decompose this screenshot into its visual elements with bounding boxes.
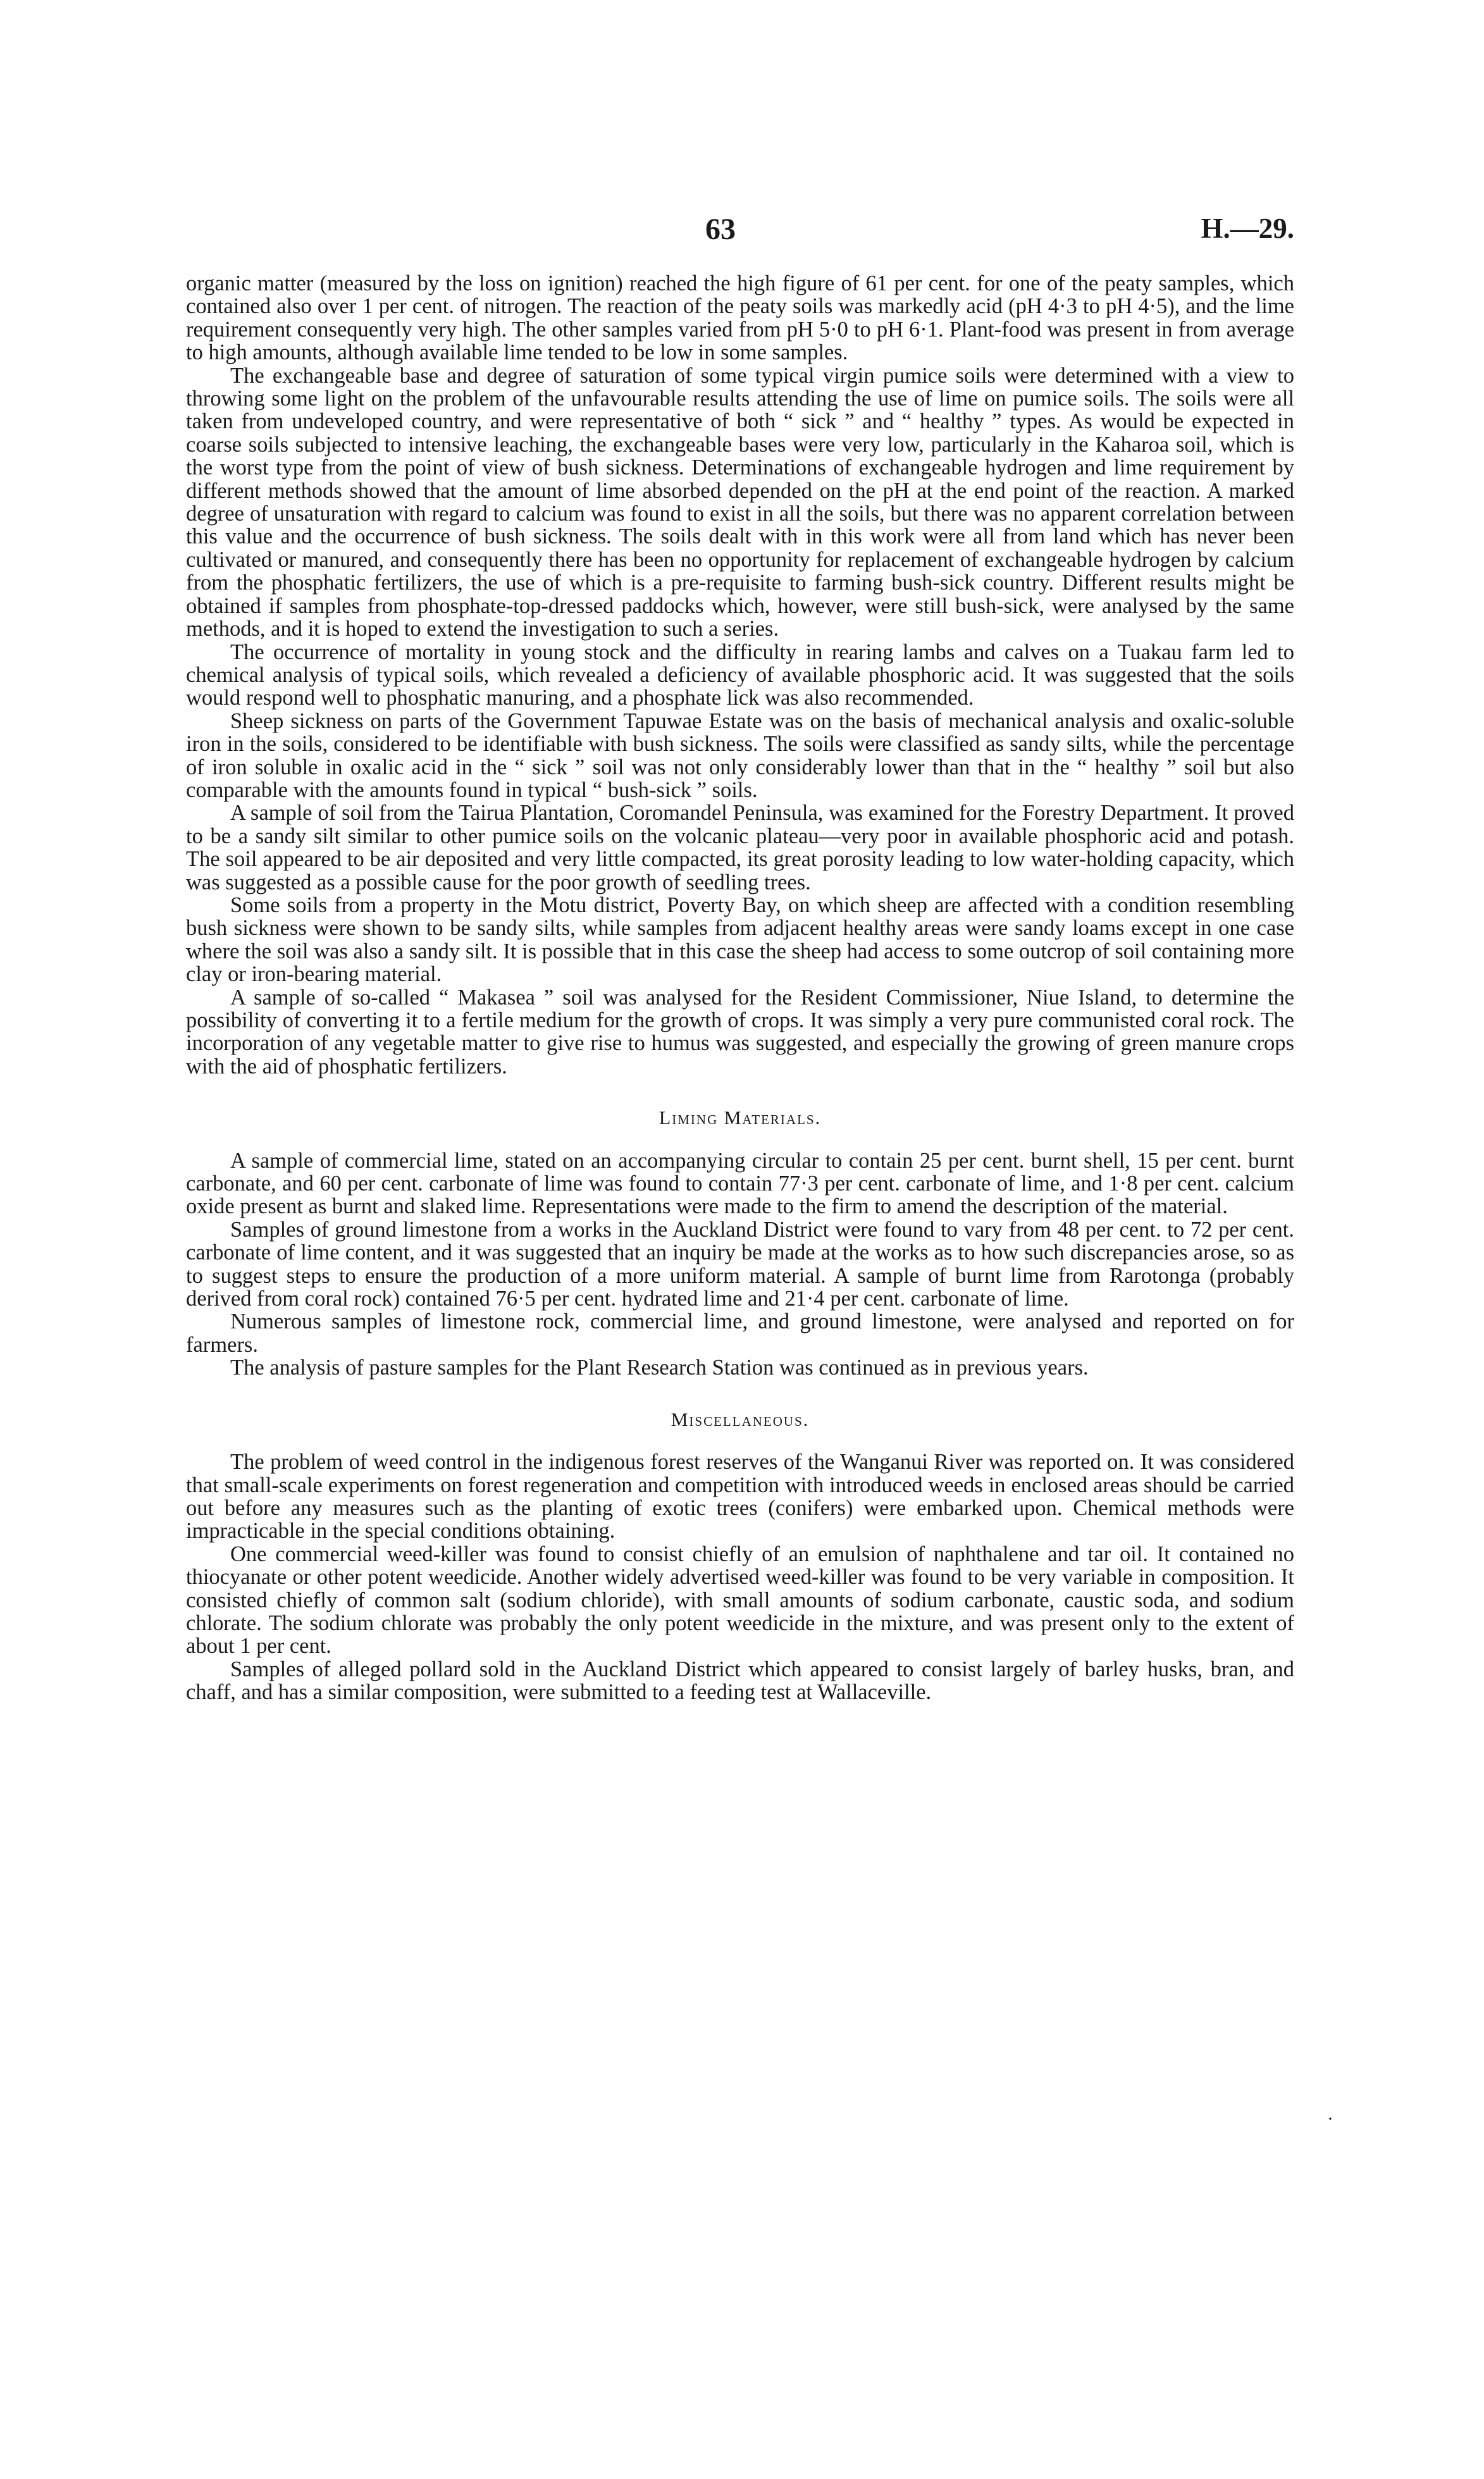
paragraph-weed-killer: One commercial weed-killer was found to consist chiefly of an emulsion of naphthalene and tar oil. It contained no thiocyanate or other potent weedicide. Another widely advertised weed-killer was found to be very variable in composition. It consisted chiefly of common salt (sodium chloride), with small amounts of sodium carbonate, caustic soda, and sodium chlorate. The sodium chlorate was probably the only potent weedicide in the mixture, and was present only to the extent of about 1 per cent. — [186, 1542, 1294, 1659]
paragraph-makasea-soil: A sample of so-called “ Makasea ” soil was analysed for the Resident Commissioner, Niue Island, to determine the possibility of converting it to a fertile medium for the growth of crops. It was simply a very pure communisted coral rock. The incorporation of any vegetable matter to give rise to humus was suggested, and especially the growing of green manure crops with the aid of phosphatic fertilizers. — [186, 985, 1294, 1079]
stray-mark-dot: · — [1327, 2108, 1333, 2129]
section-heading-miscellaneous: Miscellaneous. — [671, 1409, 810, 1430]
page-number: 63 — [705, 213, 736, 246]
paragraph-tairua-plantation: A sample of soil from the Tairua Plantation, Coromandel Peninsula, was examined for the Forestry Department. It proved to be a sandy silt similar to other pumice soils on the volcanic plateau—very poor in available phosphoric acid and potash. The soil appeared to be air deposited and very little compacted, its great porosity leading to low water-holding capacity, which was suggested as a possible cause for the poor growth of seedling trees. — [186, 801, 1294, 894]
paragraph-limestone-samples: Numerous samples of limestone rock, commercial lime, and ground limestone, were analysed and reported on for farmers. — [186, 1309, 1294, 1357]
paragraph-tuakau-farm: The occurrence of mortality in young stock and the difficulty in rearing lambs and calves on a Tuakau farm led to chemical analysis of typical soils, which revealed a deficiency of available phosphoric acid. It was suggested that the soils would respond well to phosphatic manuring, and a phosphate lick was also recommended. — [186, 640, 1294, 710]
paragraph-commercial-lime: A sample of commercial lime, stated on an accompanying circular to contain 25 per cent. burnt shell, 15 per cent. burnt carbonate, and 60 per cent. carbonate of lime was found to contain 77·3 per cent. carbonate of lime, and 1·8 per cent. calcium oxide present as burnt and slaked lime. Representations were made to the firm to amend the description of the material. — [186, 1148, 1294, 1219]
paragraph-motu-district: Some soils from a property in the Motu district, Poverty Bay, on which sheep are affected with a condition resembling bush sickness were shown to be sandy silts, while samples from adjacent healthy areas were sandy loams except in one case where the soil was also a sandy silt. It is possible that in this case the sheep had access to some outcrop of soil containing more clay or iron-bearing material. — [186, 893, 1294, 987]
paragraph-weed-control: The problem of weed control in the indigenous forest reserves of the Wanganui River was reported on. It was considered that small-scale experiments on forest regeneration and competition with introduced weeds in enclosed areas should be carried out before any measures such as the planting of exotic trees (conifers) were embarked upon. Chemical methods were impracticable in the special conditions obtaining. — [186, 1450, 1294, 1543]
paragraph-pasture-samples: The analysis of pasture samples for the Plant Research Station was continued as in previous years. — [230, 1356, 1089, 1380]
paragraph-ground-limestone: Samples of ground limestone from a works in the Auckland District were found to vary from 48 per cent. to 72 per cent. carbonate of lime content, and it was suggested that an inquiry be made at the works as to how such discrepancies arose, so as to suggest steps to ensure the production of a more uniform material. A sample of burnt lime from Rarotonga (probably derived from coral rock) contained 76·5 per cent. hydrated lime and 21·4 per cent. carbonate of lime. — [186, 1217, 1294, 1311]
continuation-paragraph: organic matter (measured by the loss on ignition) reached the high figure of 61 per cent. for one of the peaty samples, which contained also over 1 per cent. of nitrogen. The reaction of the peaty soils was markedly acid (pH 4·3 to pH 4·5), and the lime requirement consequently very high. The other samples varied from pH 5·0 to pH 6·1. Plant-food was present in from average to high amounts, although available lime tended to be low in some samples. — [186, 271, 1294, 365]
page-body — [186, 272, 1294, 1704]
paragraph-pollard-samples: Samples of alleged pollard sold in the Auckland District which appeared to consist largely of barley husks, bran, and chaff, and has a similar composition, were submitted to a feeding test at Wallaceville. — [186, 1657, 1294, 1705]
paragraph-tapuwae-estate: Sheep sickness on parts of the Government Tapuwae Estate was on the basis of mechanical analysis and oxalic-soluble iron in the soils, considered to be identifiable with bush sickness. The soils were classified as sandy silts, while the percentage of iron soluble in oxalic acid in the “ sick ” soil was not only considerably lower than that in the “ healthy ” soil but also comparable with the amounts found in typical “ bush-sick ” soils. — [186, 708, 1294, 802]
paragraph-exchangeable-base: The exchangeable base and degree of saturation of some typical virgin pumice soils were determined with a view to throwing some light on the problem of the unfavourable results attending the use of lime on pumice soils. The soils were all taken from undeveloped country, and were representative of both “ sick ” and “ healthy ” types. As would be expected in coarse soils subjected to intensive leaching, the exchangeable bases were very low, particularly in the Kaharoa soil, which is the worst type from the point of view of bush sickness. Determinations of exchangeable hydrogen and lime requirement by different methods showed that the amount of lime absorbed depended on the pH at the end point of the reaction. A marked degree of unsaturation with regard to calcium was found to exist in all the soils, but there was no apparent correlation between this value and the occurrence of bush sickness. The soils dealt with in this work were all from land which has never been cultivated or manured, and consequently there has been no opportunity for replacement of exchangeable hydrogen by calcium from the phosphatic fertilizers, the use of which is a pre-requisite to farming bush-sick country. Different results might be obtained if samples from phosphate-top-dressed paddocks which, however, were still bush-sick, were analysed by the same methods, and it is hoped to extend the investigation to such a series. — [186, 363, 1294, 641]
document-reference: H.—29. — [1201, 213, 1294, 244]
section-heading-liming-materials: Liming Materials. — [659, 1108, 822, 1129]
